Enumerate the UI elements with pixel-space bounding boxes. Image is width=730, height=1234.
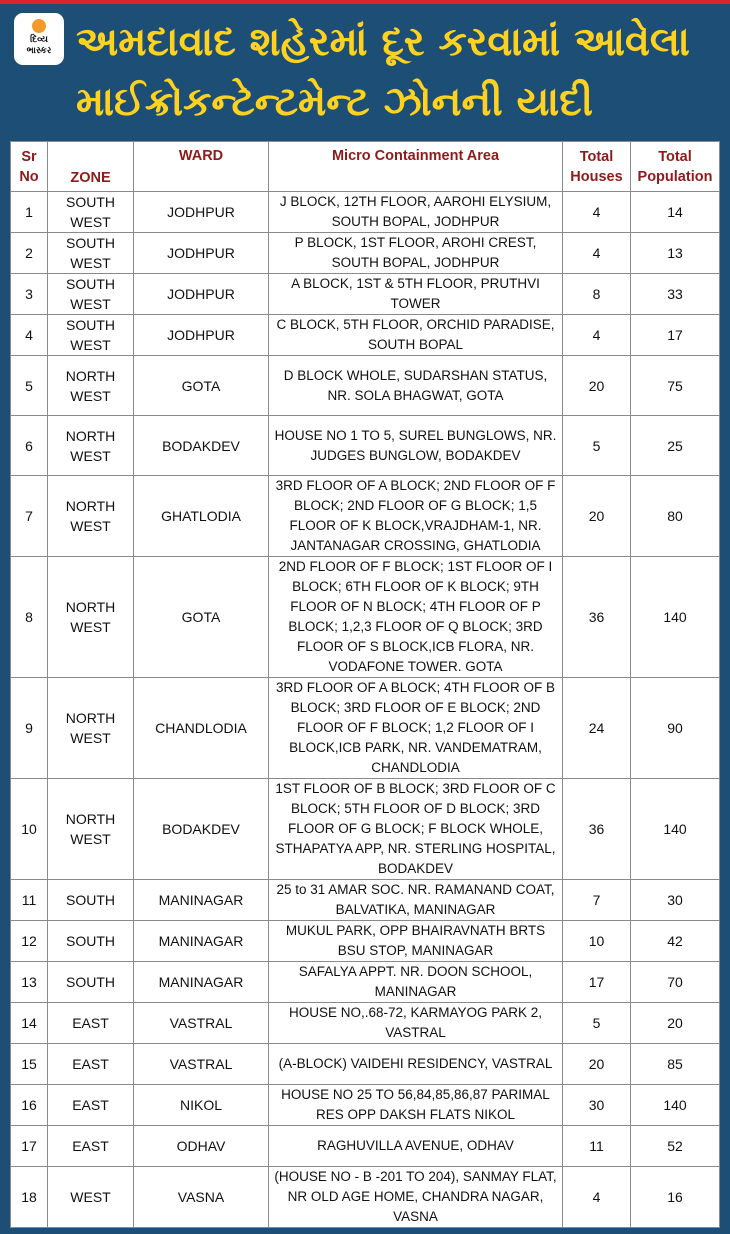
cell-ward: VASTRAL [134,1044,269,1085]
logo-line1: દિવ્ય [30,35,48,45]
divya-bhaskar-logo [14,13,64,65]
table-row [11,1167,720,1228]
cell-population: 13 [631,233,720,274]
cell-population: 140 [631,557,720,678]
cell-zone: EAST [48,1085,134,1126]
cell-sr: 3 [11,274,48,315]
table-row [11,779,720,880]
cell-houses: 4 [563,192,631,233]
cell-population: 14 [631,192,720,233]
cell-ward: NIKOL [134,1085,269,1126]
cell-population: 42 [631,921,720,962]
cell-sr: 16 [11,1085,48,1126]
cell-zone: EAST [48,1044,134,1085]
cell-population: 140 [631,779,720,880]
table-row [11,1003,720,1044]
cell-ward: MANINAGAR [134,921,269,962]
cell-ward: GOTA [134,356,269,416]
cell-population: 90 [631,678,720,779]
cell-houses: 4 [563,315,631,356]
cell-zone: SOUTH WEST [48,315,134,356]
table-row [11,356,720,416]
table-row [11,416,720,476]
cell-sr: 9 [11,678,48,779]
table-row [11,192,720,233]
col-header-zone: ZONE [48,142,134,192]
cell-population: 85 [631,1044,720,1085]
cell-zone: SOUTH [48,962,134,1003]
cell-ward: ODHAV [134,1126,269,1167]
cell-houses: 20 [563,1044,631,1085]
cell-ward: VASTRAL [134,1003,269,1044]
cell-area: MUKUL PARK, OPP BHAIRAVNATH BRTS BSU STOP, MANINAGAR [269,921,563,962]
cell-sr: 14 [11,1003,48,1044]
cell-population: 140 [631,1085,720,1126]
cell-ward: GHATLODIA [134,476,269,557]
cell-population: 75 [631,356,720,416]
containment-zone-table [10,141,720,1228]
table-row [11,1126,720,1167]
cell-sr: 13 [11,962,48,1003]
cell-population: 33 [631,274,720,315]
page-title-line2: માઈક્રોકન્ટેન્ટમેન્ટ ઝોનની યાદી [76,79,594,125]
cell-ward: BODAKDEV [134,416,269,476]
cell-zone: NORTH WEST [48,476,134,557]
cell-zone: NORTH WEST [48,356,134,416]
cell-ward: JODHPUR [134,315,269,356]
cell-zone: SOUTH WEST [48,192,134,233]
cell-ward: GOTA [134,557,269,678]
cell-sr: 2 [11,233,48,274]
cell-zone: SOUTH WEST [48,233,134,274]
cell-houses: 36 [563,779,631,880]
cell-area: P BLOCK, 1ST FLOOR, AROHI CREST, SOUTH BOPAL, JODHPUR [269,233,563,274]
cell-sr: 12 [11,921,48,962]
cell-sr: 6 [11,416,48,476]
cell-houses: 11 [563,1126,631,1167]
cell-zone: EAST [48,1003,134,1044]
cell-area: SAFALYA APPT. NR. DOON SCHOOL, MANINAGAR [269,962,563,1003]
table-row [11,557,720,678]
cell-area: 1ST FLOOR OF B BLOCK; 3RD FLOOR OF C BLOCK; 5TH FLOOR OF D BLOCK; 3RD FLOOR OF G BLOCK; F BLOCK WHOLE, STHAPATYA APP, NR. STERLING HOSPITAL, BODAKDEV [269,779,563,880]
cell-zone: SOUTH [48,921,134,962]
cell-houses: 7 [563,880,631,921]
cell-area: C BLOCK, 5TH FLOOR, ORCHID PARADISE, SOUTH BOPAL [269,315,563,356]
header [0,4,730,132]
cell-zone: NORTH WEST [48,779,134,880]
cell-sr: 5 [11,356,48,416]
cell-area: HOUSE NO 1 TO 5, SUREL BUNGLOWS, NR. JUDGES BUNGLOW, BODAKDEV [269,416,563,476]
cell-zone: EAST [48,1126,134,1167]
col-header-population: Total Population [631,142,720,192]
cell-ward: VASNA [134,1167,269,1228]
cell-ward: BODAKDEV [134,779,269,880]
cell-zone: WEST [48,1167,134,1228]
cell-area: D BLOCK WHOLE, SUDARSHAN STATUS, NR. SOLA BHAGWAT, GOTA [269,356,563,416]
cell-ward: JODHPUR [134,274,269,315]
page-title-line1: અમદાવાદ શહેરમાં દૂર કરવામાં આવેલા [76,19,690,65]
cell-area: J BLOCK, 12TH FLOOR, AAROHI ELYSIUM, SOUTH BOPAL, JODHPUR [269,192,563,233]
cell-houses: 36 [563,557,631,678]
cell-area: RAGHUVILLA AVENUE, ODHAV [269,1126,563,1167]
table-row [11,880,720,921]
table-row [11,274,720,315]
cell-population: 16 [631,1167,720,1228]
cell-sr: 7 [11,476,48,557]
cell-area: A BLOCK, 1ST & 5TH FLOOR, PRUTHVI TOWER [269,274,563,315]
cell-area: 25 to 31 AMAR SOC. NR. RAMANAND COAT, BALVATIKA, MANINAGAR [269,880,563,921]
cell-population: 17 [631,315,720,356]
cell-population: 25 [631,416,720,476]
cell-houses: 8 [563,274,631,315]
cell-ward: MANINAGAR [134,880,269,921]
col-header-sr: Sr No [11,142,48,192]
cell-area: (HOUSE NO - B -201 TO 204), SANMAY FLAT, NR OLD AGE HOME, CHANDRA NAGAR, VASNA [269,1167,563,1228]
cell-houses: 24 [563,678,631,779]
cell-ward: JODHPUR [134,192,269,233]
cell-houses: 4 [563,233,631,274]
cell-zone: NORTH WEST [48,678,134,779]
cell-population: 20 [631,1003,720,1044]
table-row [11,315,720,356]
cell-houses: 5 [563,416,631,476]
cell-sr: 11 [11,880,48,921]
cell-area: (A-BLOCK) VAIDEHI RESIDENCY, VASTRAL [269,1044,563,1085]
cell-ward: JODHPUR [134,233,269,274]
cell-zone: SOUTH WEST [48,274,134,315]
cell-area: HOUSE NO,.68-72, KARMAYOG PARK 2, VASTRAL [269,1003,563,1044]
cell-houses: 20 [563,356,631,416]
col-header-houses: Total Houses [563,142,631,192]
cell-sr: 4 [11,315,48,356]
table-row [11,476,720,557]
cell-area: HOUSE NO 25 TO 56,84,85,86,87 PARIMAL RES OPP DAKSH FLATS NIKOL [269,1085,563,1126]
cell-sr: 15 [11,1044,48,1085]
cell-area: 3RD FLOOR OF A BLOCK; 2ND FLOOR OF F BLOCK; 2ND FLOOR OF G BLOCK; 1,5 FLOOR OF K BLOCK,VRAJDHAM-1, NR. JANTANAGAR CROSSING, GHATLODIA [269,476,563,557]
table-row [11,1044,720,1085]
table-row [11,921,720,962]
cell-houses: 10 [563,921,631,962]
cell-houses: 4 [563,1167,631,1228]
table-row [11,1085,720,1126]
cell-population: 80 [631,476,720,557]
cell-ward: MANINAGAR [134,962,269,1003]
logo-line2: ભાસ્કર [26,46,52,56]
cell-area: 2ND FLOOR OF F BLOCK; 1ST FLOOR OF I BLOCK; 6TH FLOOR OF K BLOCK; 9TH FLOOR OF N BLOCK; 4TH FLOOR OF P BLOCK; 1,2,3 FLOOR OF Q BLOCK; 3RD FLOOR OF S BLOCK,ICB FLORA, NR. VODAFONE TOWER. GOTA [269,557,563,678]
cell-sr: 1 [11,192,48,233]
col-header-ward: WARD [134,142,269,192]
cell-sr: 17 [11,1126,48,1167]
col-header-area: Micro Containment Area [269,142,563,192]
table-header-row [11,142,720,192]
cell-houses: 5 [563,1003,631,1044]
cell-area: 3RD FLOOR OF A BLOCK; 4TH FLOOR OF B BLOCK; 3RD FLOOR OF E BLOCK; 2ND FLOOR OF F BLOCK; 1,2 FLOOR OF I BLOCK,ICB PARK, NR. VANDEMATRAM, CHANDLODIA [269,678,563,779]
sun-icon [32,19,46,33]
cell-ward: CHANDLODIA [134,678,269,779]
table-row [11,678,720,779]
cell-population: 70 [631,962,720,1003]
cell-sr: 10 [11,779,48,880]
cell-zone: NORTH WEST [48,557,134,678]
table-row [11,233,720,274]
cell-houses: 17 [563,962,631,1003]
cell-sr: 18 [11,1167,48,1228]
cell-sr: 8 [11,557,48,678]
cell-houses: 30 [563,1085,631,1126]
cell-population: 30 [631,880,720,921]
cell-zone: NORTH WEST [48,416,134,476]
cell-zone: SOUTH [48,880,134,921]
cell-population: 52 [631,1126,720,1167]
cell-houses: 20 [563,476,631,557]
table-row [11,962,720,1003]
